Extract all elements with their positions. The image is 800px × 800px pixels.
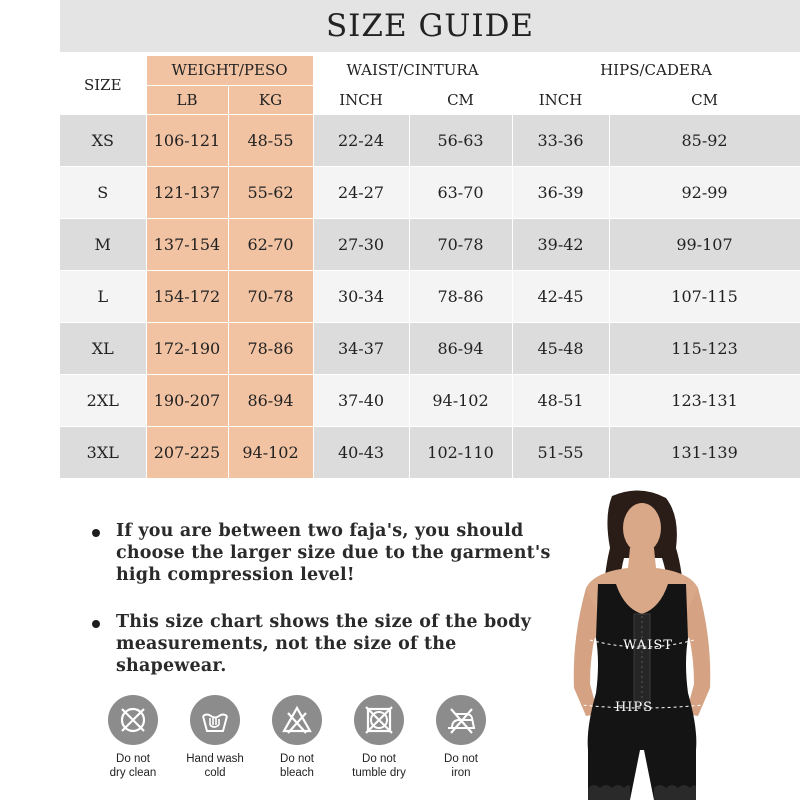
title-bar — [60, 0, 800, 52]
notes-list — [92, 520, 552, 677]
hips-inch-cell: 45-48 — [512, 322, 609, 374]
table-row — [60, 270, 800, 322]
subheader-waist-cm: CM — [409, 85, 512, 114]
note-line: high compression level! — [116, 565, 355, 585]
waist-inch-cell: 37-40 — [313, 374, 409, 426]
hips-cm-cell: 115-123 — [609, 322, 800, 374]
waist-inch-cell: 22-24 — [313, 114, 409, 166]
size-cell: 2XL — [60, 374, 146, 426]
note-item — [92, 611, 552, 677]
waist-cm-cell: 102-110 — [409, 426, 512, 478]
table-row — [60, 374, 800, 426]
weight-lb-cell: 106-121 — [146, 114, 228, 166]
size-cell: XL — [60, 322, 146, 374]
care-label-line: Hand wash — [186, 753, 244, 765]
size-table — [60, 56, 800, 479]
no-bleach-icon — [272, 695, 322, 745]
size-cell: L — [60, 270, 146, 322]
care-label-line: tumble dry — [352, 767, 406, 779]
weight-lb-cell: 154-172 — [146, 270, 228, 322]
waist-inch-cell: 24-27 — [313, 166, 409, 218]
hips-inch-cell: 36-39 — [512, 166, 609, 218]
hips-cm-cell: 99-107 — [609, 218, 800, 270]
hips-inch-cell: 33-36 — [512, 114, 609, 166]
hips-cm-cell: 85-92 — [609, 114, 800, 166]
no-tumble-dry-icon — [354, 695, 404, 745]
waist-inch-cell: 34-37 — [313, 322, 409, 374]
note-item — [92, 520, 552, 586]
bullet-dot-icon — [92, 529, 100, 537]
care-label-line: iron — [451, 767, 471, 779]
table-row — [60, 166, 800, 218]
model-figure — [520, 488, 800, 800]
waist-cm-cell: 63-70 — [409, 166, 512, 218]
care-label-line: dry clean — [109, 767, 157, 779]
table-body — [60, 114, 800, 478]
table-row — [60, 114, 800, 166]
hips-inch-cell: 48-51 — [512, 374, 609, 426]
no-iron-icon — [436, 695, 486, 745]
care-label-line: Do not — [362, 753, 396, 765]
hips-cm-cell: 123-131 — [609, 374, 800, 426]
weight-kg-cell: 55-62 — [228, 166, 313, 218]
weight-kg-cell: 70-78 — [228, 270, 313, 322]
care-item-no-dry-clean — [92, 695, 174, 780]
care-label-line: Do not — [280, 753, 314, 765]
care-instructions — [92, 695, 502, 780]
table-row — [60, 322, 800, 374]
waist-inch-cell: 30-34 — [313, 270, 409, 322]
care-item-no-tumble-dry — [338, 695, 420, 780]
note-line: shapewear. — [116, 656, 227, 676]
weight-lb-cell: 172-190 — [146, 322, 228, 374]
note-line: If you are between two faja's, you should — [116, 521, 524, 541]
waist-cm-cell: 94-102 — [409, 374, 512, 426]
size-header: SIZE — [60, 56, 146, 114]
model-illustration — [520, 488, 800, 800]
care-item-no-iron — [420, 695, 502, 780]
hips-cm-cell: 107-115 — [609, 270, 800, 322]
hips-inch-cell: 51-55 — [512, 426, 609, 478]
note-line: This size chart shows the size of the body — [116, 612, 532, 632]
subheader-lb: LB — [146, 85, 228, 114]
care-item-no-bleach — [256, 695, 338, 780]
weight-lb-cell: 190-207 — [146, 374, 228, 426]
table-subheader-row — [60, 85, 800, 114]
care-label-line: cold — [204, 767, 226, 779]
waist-cm-cell: 78-86 — [409, 270, 512, 322]
table-row — [60, 426, 800, 478]
note-line: choose the larger size due to the garment's — [116, 543, 551, 563]
size-cell: S — [60, 166, 146, 218]
bullet-dot-icon — [92, 620, 100, 628]
weight-lb-cell: 207-225 — [146, 426, 228, 478]
hand-wash-icon — [190, 695, 240, 745]
weight-kg-cell: 86-94 — [228, 374, 313, 426]
weight-kg-cell: 48-55 — [228, 114, 313, 166]
care-item-hand-wash — [174, 695, 256, 780]
waist-cm-cell: 56-63 — [409, 114, 512, 166]
care-label-line: bleach — [280, 767, 314, 779]
note-line: measurements, not the size of the — [116, 634, 457, 654]
hips-inch-cell: 39-42 — [512, 218, 609, 270]
subheader-hips-cm: CM — [609, 85, 800, 114]
size-cell: XS — [60, 114, 146, 166]
waist-header: WAIST/CINTURA — [313, 56, 512, 85]
size-cell: M — [60, 218, 146, 270]
hips-cm-cell: 131-139 — [609, 426, 800, 478]
page-title: SIZE GUIDE — [325, 8, 535, 44]
waist-cm-cell: 70-78 — [409, 218, 512, 270]
weight-kg-cell: 94-102 — [228, 426, 313, 478]
no-dry-clean-icon — [108, 695, 158, 745]
hips-inch-cell: 42-45 — [512, 270, 609, 322]
table-header-row — [60, 56, 800, 85]
hips-header: HIPS/CADERA — [512, 56, 800, 85]
care-label-line: Do not — [444, 753, 478, 765]
hips-label: HIPS — [614, 700, 654, 715]
subheader-waist-inch: INCH — [313, 85, 409, 114]
weight-kg-cell: 78-86 — [228, 322, 313, 374]
waist-inch-cell: 40-43 — [313, 426, 409, 478]
hips-cm-cell: 92-99 — [609, 166, 800, 218]
weight-kg-cell: 62-70 — [228, 218, 313, 270]
care-label-line: Do not — [116, 753, 150, 765]
waist-inch-cell: 27-30 — [313, 218, 409, 270]
size-cell: 3XL — [60, 426, 146, 478]
weight-lb-cell: 137-154 — [146, 218, 228, 270]
waist-label: WAIST — [623, 638, 673, 653]
waist-cm-cell: 86-94 — [409, 322, 512, 374]
table-row — [60, 218, 800, 270]
subheader-hips-inch: INCH — [512, 85, 609, 114]
weight-header: WEIGHT/PESO — [146, 56, 313, 85]
subheader-kg: KG — [228, 85, 313, 114]
weight-lb-cell: 121-137 — [146, 166, 228, 218]
